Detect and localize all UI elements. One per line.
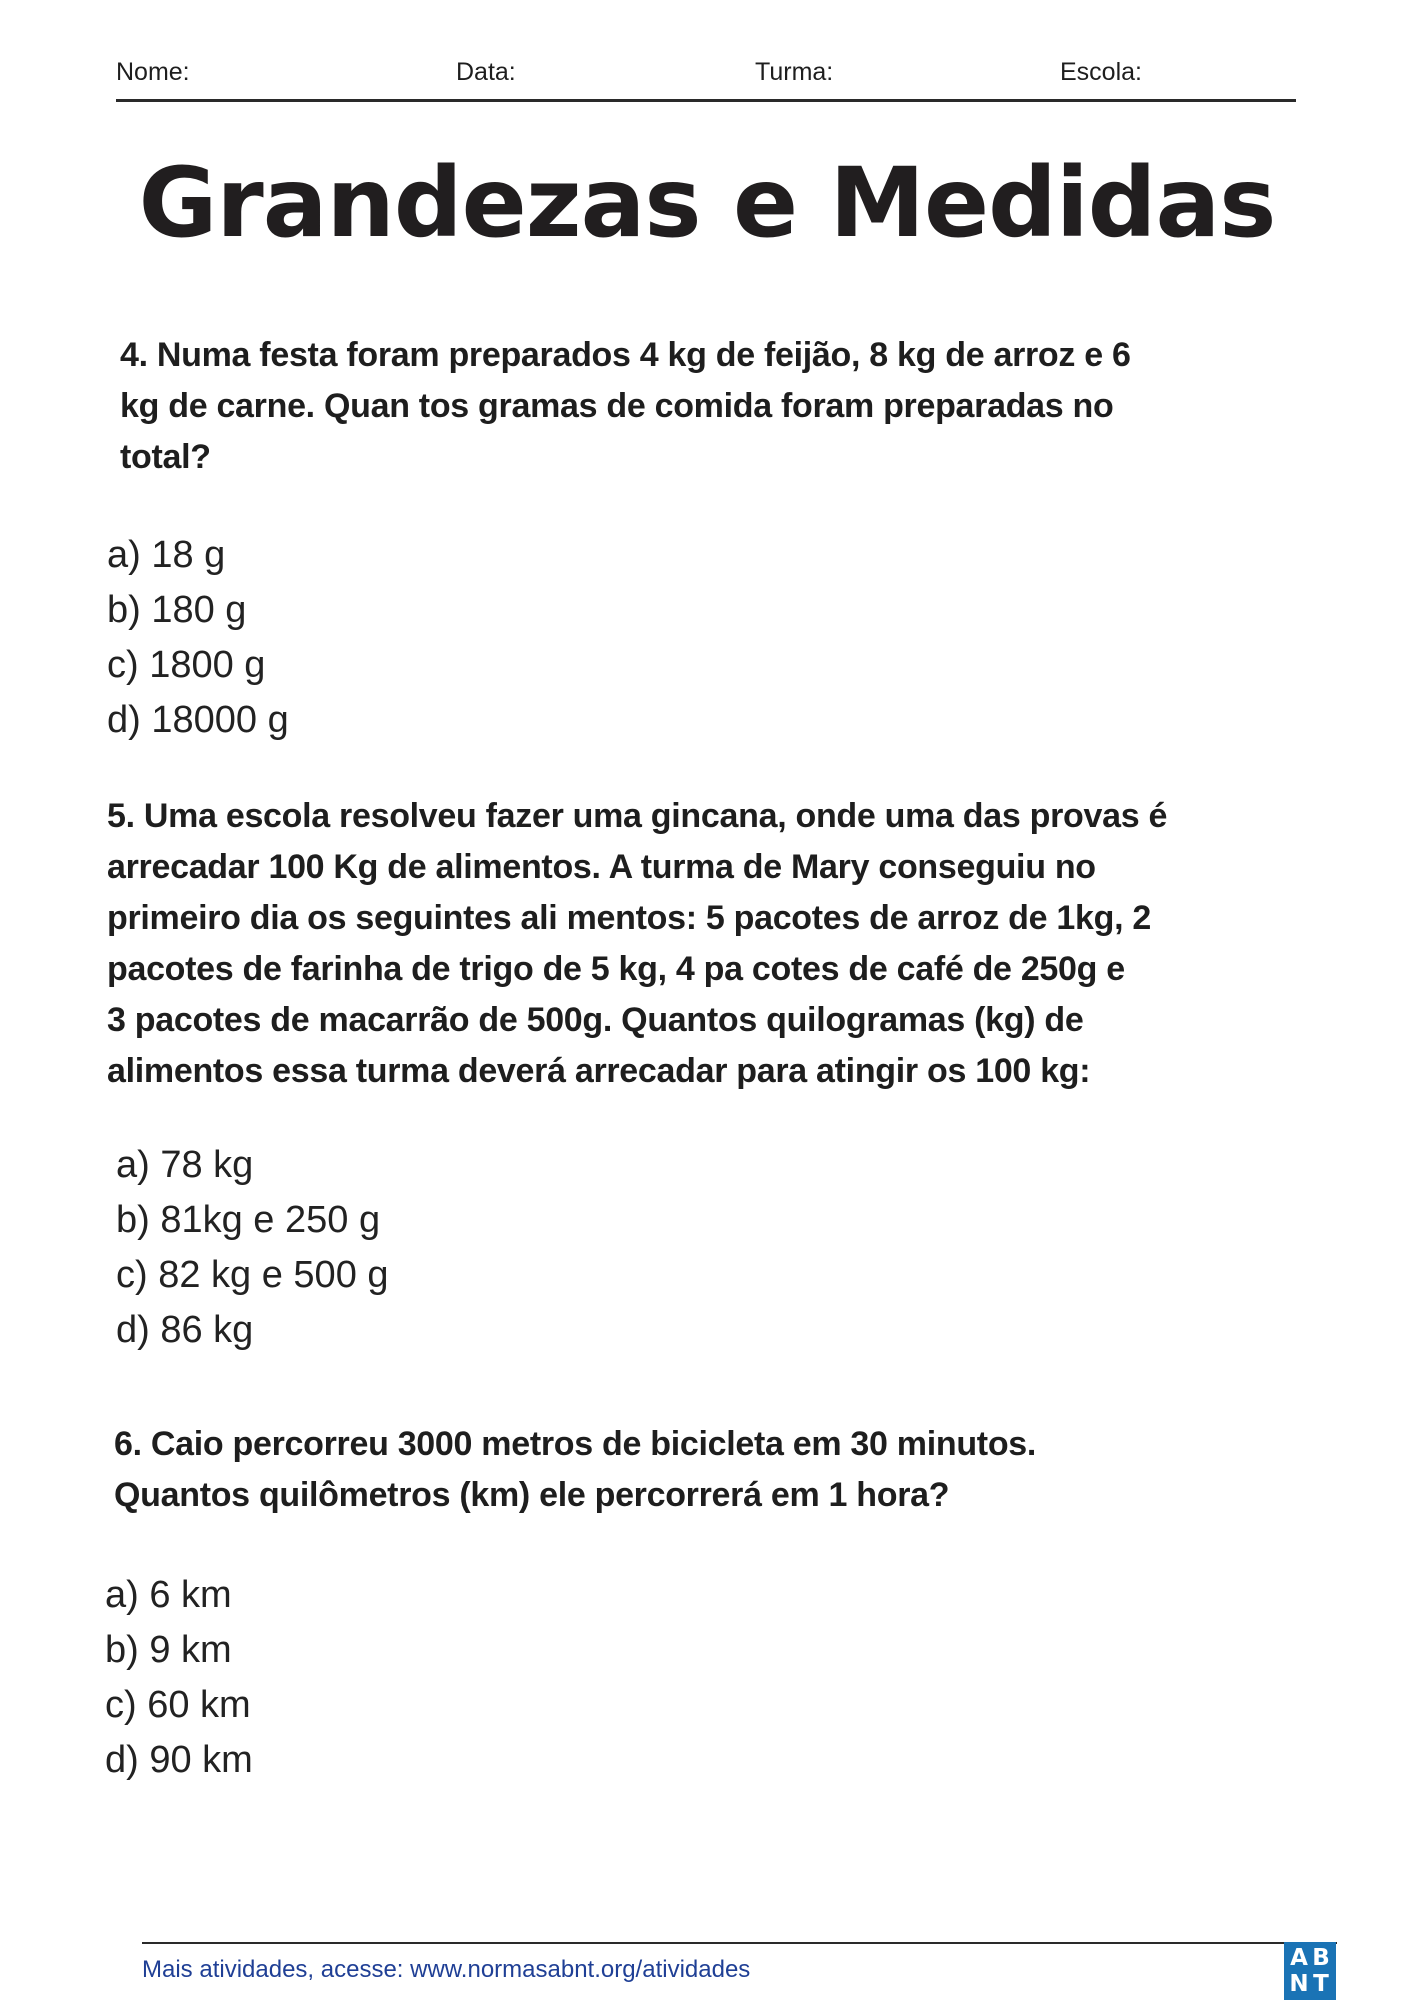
- logo-letter: A: [1290, 1945, 1308, 1971]
- footer-link[interactable]: Mais atividades, acesse: www.normasabnt.org/atividades: [142, 1956, 751, 1983]
- answer-option: c) 60 km: [105, 1684, 251, 1726]
- question-text-line: primeiro dia os seguintes ali mentos: 5 pacotes de arroz de 1kg, 2: [107, 899, 1151, 937]
- answer-option: b) 180 g: [107, 589, 247, 631]
- answer-option: d) 90 km: [105, 1739, 253, 1781]
- logo-letter: N: [1289, 1971, 1309, 1997]
- question-text-line: Quantos quilômetros (km) ele percorrerá em 1 hora?: [114, 1476, 950, 1514]
- answer-option: a) 78 kg: [116, 1144, 254, 1186]
- answer-option: c) 82 kg e 500 g: [116, 1254, 389, 1296]
- class-field-label: Turma:: [755, 58, 834, 86]
- answer-option: a) 18 g: [107, 534, 226, 576]
- question-5-options: [116, 1138, 389, 1358]
- question-4: [120, 330, 1131, 483]
- abnt-logo-icon: [1284, 1942, 1336, 2000]
- question-text-line: pacotes de farinha de trigo de 5 kg, 4 pa cotes de café de 250g e: [107, 950, 1125, 988]
- question-text-line: 6. Caio percorreu 3000 metros de bicicleta em 30 minutos.: [114, 1425, 1037, 1463]
- page-title: Grandezas e Medidas: [138, 147, 1276, 259]
- answer-option: c) 1800 g: [107, 644, 266, 686]
- question-text-line: 3 pacotes de macarrão de 500g. Quantos quilogramas (kg) de: [107, 1001, 1084, 1039]
- question-text-line: 5. Uma escola resolveu fazer uma gincana, onde uma das provas é: [107, 797, 1168, 835]
- question-text-line: arrecadar 100 Kg de alimentos. A turma de Mary conseguiu no: [107, 848, 1096, 886]
- logo-letter: T: [1313, 1971, 1329, 1997]
- question-text-line: kg de carne. Quan tos gramas de comida foram preparadas no: [120, 387, 1114, 425]
- date-field-label: Data:: [456, 58, 516, 86]
- answer-option: b) 9 km: [105, 1629, 232, 1671]
- footer-divider: [142, 1942, 1337, 1944]
- question-5: [107, 791, 1167, 1097]
- question-6: [114, 1419, 1036, 1521]
- question-text-line: total?: [120, 438, 211, 476]
- question-6-options: [105, 1568, 253, 1788]
- question-text-line: 4. Numa festa foram preparados 4 kg de feijão, 8 kg de arroz e 6: [120, 336, 1131, 374]
- question-4-options: [107, 528, 289, 748]
- logo-letter: B: [1312, 1945, 1330, 1971]
- answer-option: b) 81kg e 250 g: [116, 1199, 381, 1241]
- answer-option: d) 18000 g: [107, 699, 289, 741]
- header-divider: [116, 99, 1296, 102]
- question-text-line: alimentos essa turma deverá arrecadar para atingir os 100 kg:: [107, 1052, 1091, 1090]
- answer-option: d) 86 kg: [116, 1309, 254, 1351]
- name-field-label: Nome:: [116, 58, 190, 86]
- answer-option: a) 6 km: [105, 1574, 232, 1616]
- school-field-label: Escola:: [1060, 58, 1142, 86]
